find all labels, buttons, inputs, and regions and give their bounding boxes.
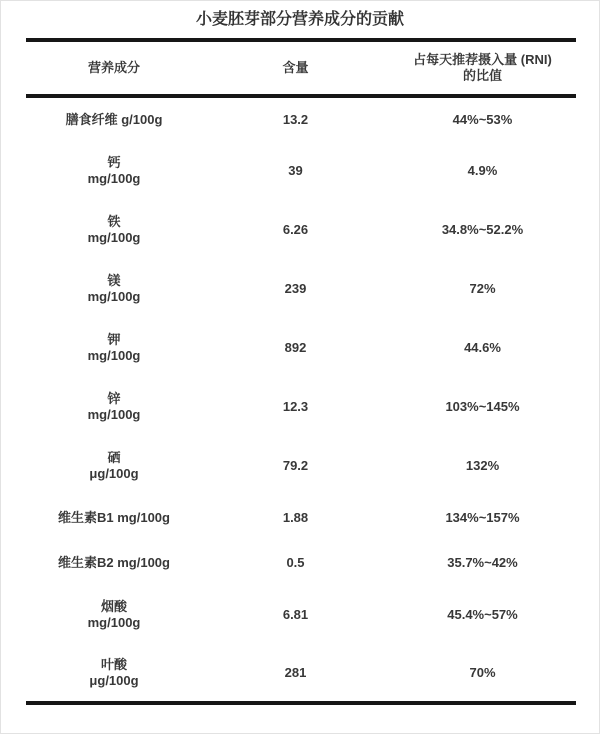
table-row (26, 540, 576, 585)
content-value-cell: 6.81 (282, 606, 309, 622)
nutrient-cell (26, 259, 202, 318)
nutrient-cell (26, 585, 202, 644)
nutrient-cell (26, 318, 202, 377)
header-rni-line2: 的比值 (462, 68, 502, 83)
nutrient-cell (26, 436, 202, 495)
nutrient-name: 钾 (107, 331, 121, 347)
table-row (26, 141, 576, 200)
table-row (26, 644, 576, 703)
nutrient-name: 叶酸 (100, 656, 127, 672)
nutrient-cell (26, 96, 202, 141)
header-content: 含量 (282, 60, 309, 75)
rni-ratio-cell: 134%~157% (445, 509, 520, 525)
header-row (26, 40, 576, 96)
nutrition-table (26, 38, 576, 705)
rni-ratio-cell: 44%~53% (452, 111, 513, 127)
rni-ratio-cell: 132% (465, 457, 500, 473)
table-header (26, 40, 576, 96)
nutrient-unit: mg/100g (87, 614, 141, 630)
rni-ratio-cell: 45.4%~57% (447, 606, 518, 622)
nutrient-name: 维生素B2 mg/100g (58, 554, 170, 570)
nutrient-unit: μg/100g (89, 465, 139, 481)
content-value-cell: 13.2 (282, 111, 309, 127)
nutrient-unit: mg/100g (87, 170, 141, 186)
rni-ratio-cell: 72% (469, 280, 496, 296)
nutrient-unit: mg/100g (87, 347, 141, 363)
nutrient-cell (26, 141, 202, 200)
table-row (26, 377, 576, 436)
nutrient-name: 烟酸 (100, 598, 127, 614)
content-value-cell: 0.5 (286, 554, 305, 570)
nutrient-name: 镁 (107, 272, 121, 288)
page-title: 小麦胚芽部分营养成分的贡献 (195, 11, 404, 28)
rni-ratio-cell: 4.9% (467, 162, 498, 178)
rni-ratio-cell: 103%~145% (445, 398, 520, 414)
content-value-cell: 1.88 (282, 509, 309, 525)
header-nutrient: 营养成分 (87, 60, 140, 75)
table-row (26, 495, 576, 540)
rni-ratio-cell: 70% (469, 664, 496, 680)
nutrient-name: 钙 (107, 154, 121, 170)
nutrient-cell (26, 200, 202, 259)
content-value-cell: 39 (288, 162, 303, 178)
nutrient-cell (26, 540, 202, 585)
nutrient-cell (26, 644, 202, 703)
table-row (26, 436, 576, 495)
nutrient-name: 硒 (107, 449, 121, 465)
nutrient-cell (26, 377, 202, 436)
content-value-cell: 892 (284, 339, 307, 355)
table-row (26, 585, 576, 644)
nutrient-unit: mg/100g (87, 288, 141, 304)
content-value-cell: 281 (284, 664, 307, 680)
nutrient-unit: mg/100g (87, 406, 141, 422)
nutrient-name: 维生素B1 mg/100g (58, 509, 170, 525)
table-body (26, 96, 576, 703)
table-row (26, 318, 576, 377)
rni-ratio-cell: 34.8%~52.2% (441, 221, 524, 237)
nutrient-cell (26, 495, 202, 540)
table-row (26, 200, 576, 259)
rni-ratio-cell: 44.6% (464, 339, 501, 355)
nutrient-unit: μg/100g (89, 672, 139, 688)
nutrient-name: 铁 (107, 213, 121, 229)
content-value-cell: 239 (284, 280, 307, 296)
nutrient-name: 膳食纤维 g/100g (65, 111, 163, 127)
header-rni-line1: 占每天推荐摄入量 (RNI) (413, 52, 552, 67)
nutrient-unit: mg/100g (87, 229, 141, 245)
header-rni (389, 40, 576, 96)
content-value-cell: 79.2 (282, 457, 309, 473)
table-row (26, 259, 576, 318)
table-row (26, 96, 576, 141)
nutrient-name: 锌 (107, 390, 121, 406)
content-value-cell: 12.3 (282, 398, 309, 414)
rni-ratio-cell: 35.7%~42% (447, 554, 518, 570)
content-value-cell: 6.26 (282, 221, 309, 237)
